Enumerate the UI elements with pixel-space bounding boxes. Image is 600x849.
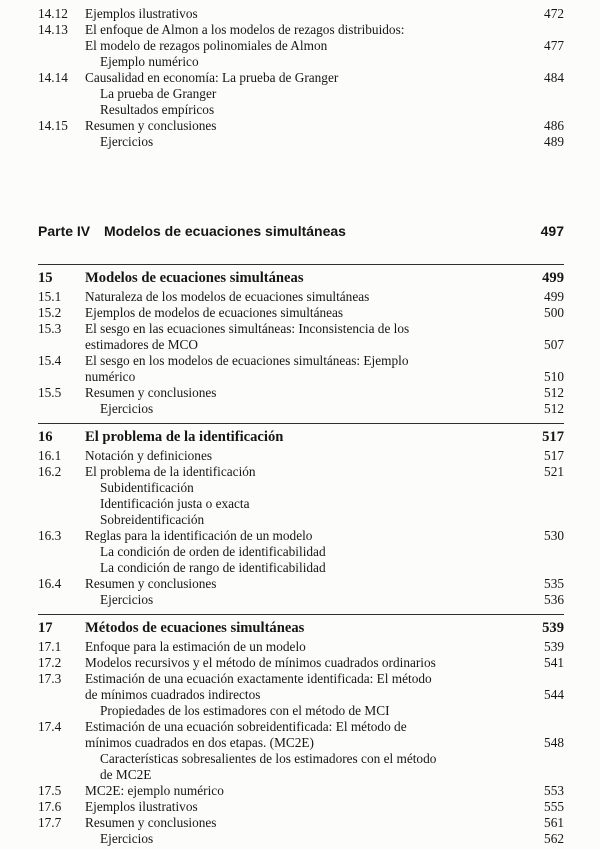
toc-entry-page-number: 489 [544,134,564,149]
toc-entry-title: Subidentificación [100,480,194,495]
toc-entry [38,496,564,512]
toc-entry [38,751,564,767]
toc-entry-number: 16.2 [38,464,62,479]
toc-entry-page-number: 544 [544,687,564,702]
toc-entry-title: La prueba de Granger [100,86,217,101]
toc-entry-page-number: 536 [544,592,564,607]
toc-entry-page-number: 535 [544,576,564,591]
chapter-block [38,614,564,847]
part-label: Parte IV [38,223,91,239]
chapter-page-number: 539 [542,620,564,636]
toc-entry-title: MC2E: ejemplo numérico [85,783,224,798]
toc-entry [38,54,564,70]
toc-entry [38,38,564,54]
toc-entry-number: 17.1 [38,639,62,654]
toc-entry [38,767,564,783]
chapter-number: 16 [38,429,53,445]
toc-entry-page-number: 507 [544,337,564,352]
toc-entry [38,831,564,847]
chapter-number: 17 [38,620,53,636]
toc-entry [38,639,564,655]
toc-entry-number: 17.3 [38,671,62,686]
chapter-heading [38,428,564,447]
toc-entry-title: Resultados empíricos [100,102,215,117]
toc-entry-page-number: 553 [544,783,564,798]
toc-entry [38,305,564,321]
toc-entry-title: Ejemplos ilustrativos [85,6,198,21]
toc-entry-title: Enfoque para la estimación de un modelo [85,639,306,654]
toc-entry-title: Modelos recursivos y el método de mínimos cuadrados ordinarios [85,655,436,670]
toc-entry [38,321,564,337]
chapter-title: Modelos de ecuaciones simultáneas [85,270,304,286]
toc-entry [38,22,564,38]
toc-entry [38,70,564,86]
toc-entry-title: El problema de la identificación [85,464,256,479]
toc-entry-title: Propiedades de los estimadores con el método de MCI [100,703,390,718]
toc-entry-page-number: 561 [544,815,564,830]
chapter-title: Métodos de ecuaciones simultáneas [85,620,305,636]
toc-entry [38,369,564,385]
chapter-page-number: 499 [542,270,564,286]
toc-entry [38,799,564,815]
toc-entry-title: Características sobresalientes de los estimadores con el método [100,751,437,766]
toc-entry [38,783,564,799]
toc-entry-title: Ejercicios [100,592,154,607]
toc-entry [38,353,564,369]
toc-entry [38,385,564,401]
toc-entry-title: El sesgo en las ecuaciones simultáneas: Inconsistencia de los [85,321,410,336]
chapter-block [38,264,564,417]
toc-entry [38,448,564,464]
toc-entry-page-number: 477 [544,38,564,53]
toc-entry-title: Resumen y conclusiones [85,815,217,830]
toc-entry-title: Ejemplos de modelos de ecuaciones simultáneas [85,305,344,320]
toc-entry-title: Reglas para la identificación de un modelo [85,528,313,543]
toc-entry-title: El modelo de rezagos polinomiales de Almon [85,38,328,53]
toc-entry-title: Ejercicios [100,401,154,416]
toc-entry-page-number: 555 [544,799,564,814]
toc-entry-number: 15.5 [38,385,62,400]
toc-entry [38,655,564,671]
toc-entry-title: estimadores de MCO [85,337,199,352]
toc-entry-page-number: 548 [544,735,564,750]
chapter-divider-rule [38,264,564,265]
chapter-page-number: 517 [542,429,564,445]
toc-entry-page-number: 484 [544,70,564,85]
toc-entry-title: de mínimos cuadrados indirectos [85,687,261,702]
toc-entry-title: Identificación justa o exacta [100,496,250,511]
toc-entry-title: Ejemplos ilustrativos [85,799,198,814]
toc-entry-page-number: 500 [544,305,564,320]
toc-entry-title: Resumen y conclusiones [85,576,217,591]
toc-entry-page-number: 562 [544,831,564,846]
chapter-number: 15 [38,270,53,286]
toc-entry-title: Sobreidentificación [100,512,205,527]
part-page-number: 497 [540,223,564,239]
toc-entry [38,671,564,687]
toc-entry [38,703,564,719]
toc-entry [38,592,564,608]
toc-entry-number: 15.3 [38,321,62,336]
toc-entry [38,815,564,831]
toc-entry-title: Estimación de una ecuación exactamente identificada: El método [85,671,432,686]
toc-entry-page-number: 539 [544,639,564,654]
toc-entry [38,118,564,134]
toc-entry-title: Ejemplo numérico [100,54,199,69]
toc-entry-title: Resumen y conclusiones [85,385,217,400]
toc-entry-number: 15.1 [38,289,62,304]
toc-entry-title: La condición de orden de identificabilidad [100,544,326,559]
toc-entry-page-number: 472 [544,6,564,21]
toc-entry-title: Notación y definiciones [85,448,213,463]
toc-entry [38,337,564,353]
toc-entry-title: numérico [85,369,136,384]
toc-entry [38,86,564,102]
toc-entry-number: 16.1 [38,448,62,463]
toc-entry [38,719,564,735]
toc-entry [38,735,564,751]
chapter-blocks [38,264,564,847]
toc-entry-number: 14.14 [38,70,68,85]
toc-entry-title: Ejercicios [100,831,154,846]
toc-entry-title: El enfoque de Almon a los modelos de rezagos distribuidos: [85,22,405,37]
toc-entry-number: 14.12 [38,6,68,21]
toc-entry-number: 16.4 [38,576,62,591]
toc-entry-number: 17.5 [38,783,62,798]
toc-entry-title: Resumen y conclusiones [85,118,217,133]
toc-entry [38,480,564,496]
toc-entry-title: Ejercicios [100,134,154,149]
toc-entry [38,544,564,560]
chapter-divider-rule [38,423,564,424]
toc-entry-page-number: 499 [544,289,564,304]
part-heading [38,222,564,240]
toc-entry [38,134,564,150]
toc-entry [38,576,564,592]
chapter-title: El problema de la identificación [85,429,284,445]
toc-entry-page-number: 521 [544,464,564,479]
chapter-divider-rule [38,614,564,615]
toc-entry-title: Naturaleza de los modelos de ecuaciones simultáneas [85,289,370,304]
toc-entry-number: 15.2 [38,305,62,320]
toc-entry-number: 17.2 [38,655,62,670]
toc-entry-page-number: 512 [544,401,564,416]
toc-entry-page-number: 541 [544,655,564,670]
toc-entry-number: 15.4 [38,353,62,368]
toc-entry-title: El sesgo en los modelos de ecuaciones simultáneas: Ejemplo [85,353,409,368]
toc-entry-page-number: 512 [544,385,564,400]
toc-entry-number: 16.3 [38,528,62,543]
toc-entry [38,289,564,305]
toc-entry-page-number: 486 [544,118,564,133]
chapter-block [38,423,564,608]
part-title: Modelos de ecuaciones simultáneas [104,223,346,239]
toc-entry [38,560,564,576]
toc-entry [38,6,564,22]
toc-entry [38,102,564,118]
toc-entry [38,528,564,544]
toc-entry-number: 14.13 [38,22,68,37]
toc-entry-title: Estimación de una ecuación sobreidentificada: El método de [85,719,407,734]
toc-entry-number: 17.7 [38,815,62,830]
toc-entry-title: Causalidad en economía: La prueba de Granger [85,70,339,85]
toc-entry [38,464,564,480]
toc-entry-page-number: 510 [544,369,564,384]
chapter-heading [38,269,564,288]
toc-entry-number: 17.6 [38,799,62,814]
toc-entry-page-number: 517 [544,448,564,463]
toc-entry-page-number: 530 [544,528,564,543]
toc-entry [38,687,564,703]
toc-entry-number: 17.4 [38,719,62,734]
toc-entry-number: 14.15 [38,118,68,133]
toc-entry-title: mínimos cuadrados en dos etapas. (MC2E) [85,735,314,750]
chapter-14-entries [38,6,564,150]
toc-entry [38,401,564,417]
chapter-heading [38,619,564,638]
toc-entry-title: de MC2E [100,767,152,782]
toc-entry-title: La condición de rango de identificabilidad [100,560,326,575]
toc-entry [38,512,564,528]
